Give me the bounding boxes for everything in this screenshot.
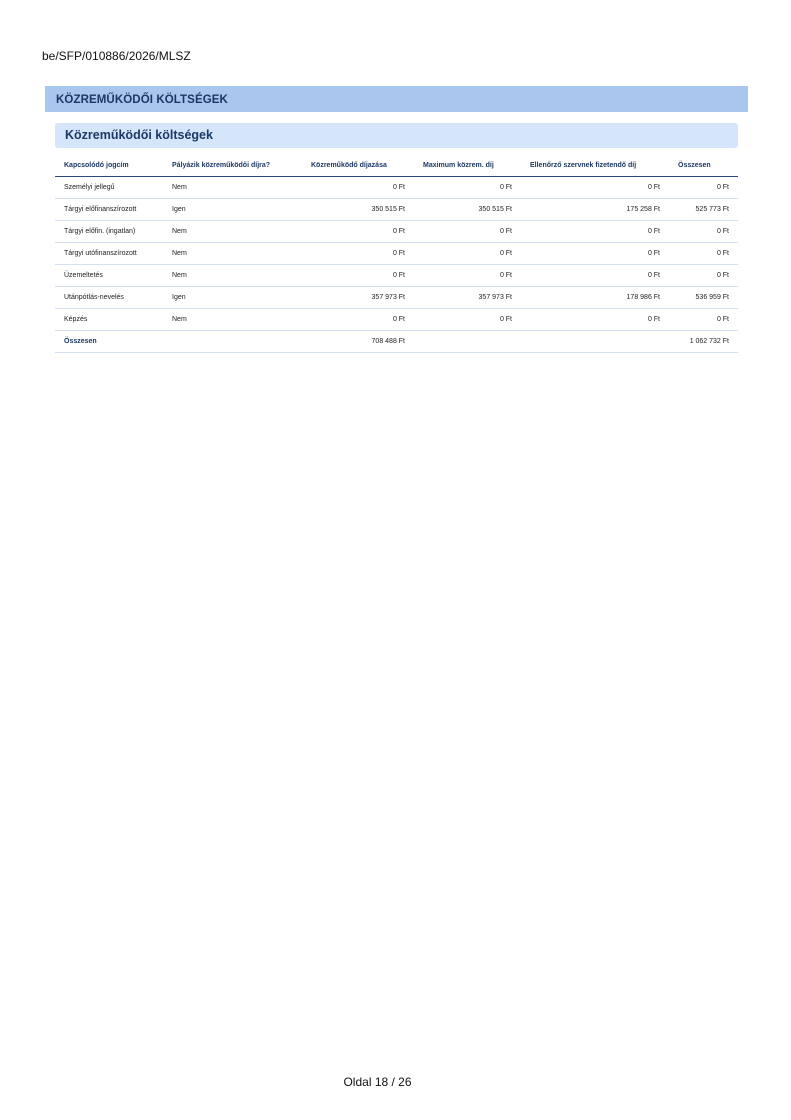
total-ellenorzo xyxy=(521,331,669,353)
table-total-row xyxy=(55,331,738,353)
table-row xyxy=(55,199,738,221)
total-dijazasa: 708 488 Ft xyxy=(302,331,414,353)
table-row xyxy=(55,243,738,265)
page-number: Oldal 18 / 26 xyxy=(343,1075,412,1089)
section-header: KÖZREMŰKÖDŐI KÖLTSÉGEK xyxy=(45,86,748,112)
total-maximum xyxy=(414,331,521,353)
cell-jogcim: Tárgyi utófinanszírozott xyxy=(55,243,163,265)
subsection-header: Közreműködői költségek xyxy=(55,123,738,148)
cell-osszesen: 0 Ft xyxy=(669,243,738,265)
cell-palyazik: Nem xyxy=(163,177,302,199)
cell-palyazik: Nem xyxy=(163,221,302,243)
cost-table xyxy=(55,155,738,353)
table-row xyxy=(55,287,738,309)
cell-dijazasa: 0 Ft xyxy=(302,221,414,243)
column-header-maximum: Maximum közrem. díj xyxy=(414,155,521,177)
cell-dijazasa: 0 Ft xyxy=(302,177,414,199)
cell-maximum: 0 Ft xyxy=(414,221,521,243)
cell-maximum: 0 Ft xyxy=(414,265,521,287)
cell-ellenorzo: 175 258 Ft xyxy=(521,199,669,221)
cell-dijazasa: 357 973 Ft xyxy=(302,287,414,309)
cell-ellenorzo: 0 Ft xyxy=(521,177,669,199)
cell-osszesen: 0 Ft xyxy=(669,177,738,199)
table-row xyxy=(55,309,738,331)
cell-jogcim: Képzés xyxy=(55,309,163,331)
total-label: Összesen xyxy=(55,331,163,353)
cell-osszesen: 536 959 Ft xyxy=(669,287,738,309)
column-header-osszesen: Összesen xyxy=(669,155,738,177)
cell-jogcim: Üzemeltetés xyxy=(55,265,163,287)
total-palyazik xyxy=(163,331,302,353)
cell-ellenorzo: 0 Ft xyxy=(521,221,669,243)
column-header-dijazasa: Közreműködő díjazása xyxy=(302,155,414,177)
cell-ellenorzo: 0 Ft xyxy=(521,309,669,331)
cell-jogcim: Tárgyi előfinanszírozott xyxy=(55,199,163,221)
cell-ellenorzo: 178 986 Ft xyxy=(521,287,669,309)
cell-osszesen: 525 773 Ft xyxy=(669,199,738,221)
cell-dijazasa: 0 Ft xyxy=(302,309,414,331)
cell-dijazasa: 0 Ft xyxy=(302,265,414,287)
cell-palyazik: Nem xyxy=(163,309,302,331)
cell-osszesen: 0 Ft xyxy=(669,265,738,287)
cell-ellenorzo: 0 Ft xyxy=(521,265,669,287)
column-header-ellenorzo: Ellenőrző szervnek fizetendő díj xyxy=(521,155,669,177)
cell-palyazik: Nem xyxy=(163,243,302,265)
table-row xyxy=(55,177,738,199)
column-header-palyazik: Pályázik közreműködői díjra? xyxy=(163,155,302,177)
cell-maximum: 0 Ft xyxy=(414,309,521,331)
cell-osszesen: 0 Ft xyxy=(669,221,738,243)
cell-palyazik: Igen xyxy=(163,287,302,309)
cell-osszesen: 0 Ft xyxy=(669,309,738,331)
cell-maximum: 357 973 Ft xyxy=(414,287,521,309)
table-row xyxy=(55,265,738,287)
document-reference: be/SFP/010886/2026/MLSZ xyxy=(42,49,191,63)
cell-palyazik: Igen xyxy=(163,199,302,221)
cell-palyazik: Nem xyxy=(163,265,302,287)
cell-dijazasa: 0 Ft xyxy=(302,243,414,265)
cell-jogcim: Utánpótlás-nevelés xyxy=(55,287,163,309)
cell-maximum: 0 Ft xyxy=(414,243,521,265)
table-header-row xyxy=(55,155,738,177)
cell-jogcim: Tárgyi előfin. (ingatlan) xyxy=(55,221,163,243)
cell-ellenorzo: 0 Ft xyxy=(521,243,669,265)
cell-dijazasa: 350 515 Ft xyxy=(302,199,414,221)
table-row xyxy=(55,221,738,243)
cell-maximum: 0 Ft xyxy=(414,177,521,199)
cell-jogcim: Személyi jellegű xyxy=(55,177,163,199)
column-header-jogcim: Kapcsolódó jogcím xyxy=(55,155,163,177)
total-osszesen: 1 062 732 Ft xyxy=(669,331,738,353)
cell-maximum: 350 515 Ft xyxy=(414,199,521,221)
